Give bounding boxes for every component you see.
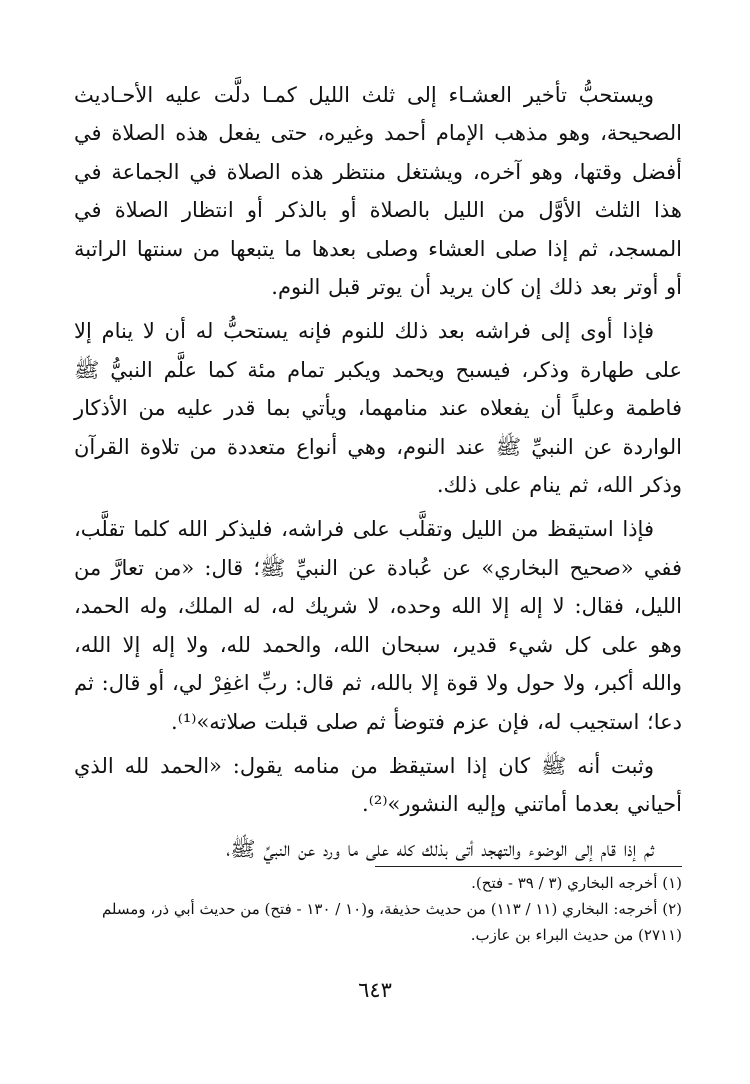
footnotes [66,870,682,948]
paragraph-3: فإذا استيقظ من الليل وتقلَّب على فراشه، فليذكر الله كلما تقلَّب، ففي «صحيح البخاري» عن عُبادة عن النبيِّ ﷺ؛ قال: «من تعارَّ من الليل، فقال: لا إله إلا الله وحده، لا شريك له، له الملك، وله الحمد، وهو على كل شيء قدير، سبحان الله، والحمد لله، ولا إله إلا الله، والله أكبر، ولا حول ولا قوة إلا بالله، ثم قال: ربِّ اغفِرْ لي، أو قال: ثم دعا؛ استجيب له، فإن عزم فتوضأ ثم صلى قبلت صلاته»⁽¹⁾. [74,517,682,734]
page-number: ٦٤٣ [358,978,392,1002]
paragraph-2: فإذا أوى إلى فراشه بعد ذلك للنوم فإنه يستحبُّ له أن لا ينام إلا على طهارة وذكر، فيسبح ويحمد ويكبر تمام مئة كما علَّم النبيُّ ﷺ فاطمة وعلياً أن يفعلاه عند منامهما، ويأتي بما قدر عليه من الأذكار الواردة عن النبيِّ ﷺ عند النوم، وهي أنواع متعددة من تلاوة القرآن وذكر الله، ثم ينام على ذلك. [74,319,682,498]
paragraph-4: وثبت أنه ﷺ كان إذا استيقظ من منامه يقول: «الحمد لله الذي أحياني بعدما أماتني وإليه النشور»⁽²⁾. [74,753,682,817]
footnote-2: (٢) أخرجه: البخاري (١١ / ١١٣) من حديث حذيفة، و(١٠ / ١٣٠ - فتح) من حديث أبي ذر، ومسلم (٢٧١١) من حديث البراء بن عازب. [101,900,682,944]
footnote-divider [375,866,682,867]
paragraph-1: ويستحبُّ تأخير العشـاء إلى ثلث الليل كمـا دلَّت عليه الأحـاديث الصحيحة، وهو مذهب الإمام أحمد وغيره، حتى يفعل هذه الصلاة في أفضل وقتها، وهو آخره، ويشتغل منتظر هذه الصلاة في الجماعة في هذا الثلث الأوَّل من الليل بالصلاة أو بالذكر أو انتظار الصلاة في المسجد، ثم إذا صلى العشاء وصلى بعدها ما يتبعها من سنتها الراتبة أو أوتر بعد ذلك إن كان يريد أن يوتر قبل النوم. [74,83,682,300]
paragraph-5: ثم إذا قام إلى الوضوء والتهجد أتى بذلك كله على ما ورد عن النبيِّ ﷺ، [226,836,654,861]
main-text [74,76,682,868]
footnote-1: (١) أخرجه البخاري (٣ / ٣٩ - فتح). [471,874,682,892]
